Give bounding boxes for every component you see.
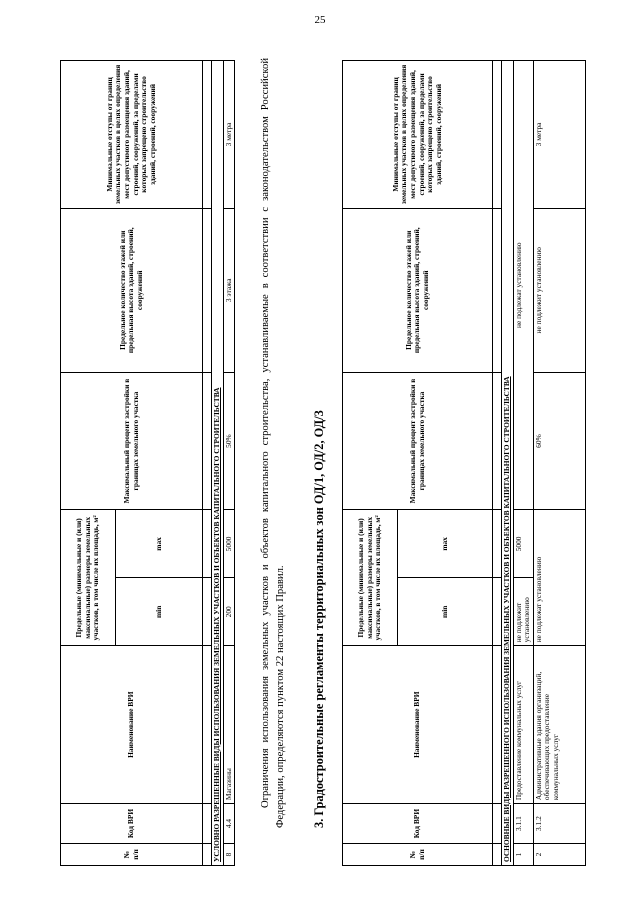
header-setback: Минимальные отступы от границ земельных участков в целях определения мест допустимого размещения зданий, строений, сооружений, за пределами которых запрещено строительство зданий, строений, сооружений [61, 61, 203, 209]
header-name: Наименование ВРИ [61, 646, 203, 804]
header-floors: Предельное количество этажей или предельная высота зданий, строений, сооружений [61, 208, 203, 372]
header-floors: Предельное количество этажей или предельная высота зданий, строений, сооружений [343, 208, 493, 372]
cell-min: 200 [223, 578, 235, 646]
cell-pct: 50% [223, 372, 235, 510]
section-heading: 3. Градостроительные регламенты территориальных зон ОД/1, ОД/2, ОД/3 [312, 410, 326, 828]
cell-max: 5000 [513, 510, 533, 578]
header-code: Код ВРИ [61, 804, 203, 844]
header-pct: Максимальный процент застройки в границах земельного участка [61, 372, 203, 510]
header-max: max [116, 510, 203, 578]
cell-floors: не подлежит установлению [533, 208, 585, 372]
cell-name: Предоставление коммунальных услуг [513, 646, 533, 804]
section-title: ОСНОВНЫЕ ВИДЫ РАЗРЕШЕННОГО ИСПОЛЬЗОВАНИЯ ЗЕМЕЛЬНЫХ УЧАСТКОВ И ОБЪЕКТОВ КАПИТАЛЬНОГО СТРОИТЕЛЬСТВА [502, 61, 514, 866]
table-row [223, 61, 235, 866]
header-pct: Максимальный процент застройки в границах земельного участка [343, 372, 493, 510]
table-row [513, 61, 533, 866]
spacer-row [203, 61, 212, 866]
header-num: № п/п [343, 844, 493, 866]
cell-num: 1 [513, 844, 533, 866]
spacer-row [493, 61, 502, 866]
cell-setback: 3 метра [223, 61, 235, 209]
conditional-uses-table [60, 60, 235, 866]
cell-name: Магазины [223, 646, 235, 804]
header-name: Наименование ВРИ [343, 646, 493, 804]
header-area-group: Предельные (минимальные и (или) максимальные) размеры земельных участков, в том числе их площадь, м² [343, 510, 398, 646]
header-area-group: Предельные (минимальные и (или) максимальные) размеры земельных участков, в том числе их площадь, м² [61, 510, 116, 646]
header-code: Код ВРИ [343, 804, 493, 844]
header-min: min [398, 578, 493, 646]
header-setback: Минимальные отступы от границ земельных участков в целях определения мест допустимого размещения зданий, строений, сооружений, за пределами которых запрещено строительство зданий, строений, сооружений [343, 61, 493, 209]
page-number: 25 [314, 14, 326, 26]
landscape-sheet [60, 60, 620, 866]
cell-minmax: не подлежат установлению [533, 510, 585, 646]
cell-min: не подлежит установлению [513, 578, 533, 646]
restrictions-paragraph: Ограничения использования земельных участков и объектов капитального строительства, устанавливаемые в соответствии с законодательством Российской Федерации, определяются пунктом 22 настоящих Правил. [260, 58, 286, 828]
section-row [502, 61, 514, 866]
cell-name: Административные здания организаций, обеспечивающих предоставление коммунальных услуг [533, 646, 585, 804]
header-num: № п/п [61, 844, 203, 866]
cell-setback: 3 метра [533, 61, 585, 209]
table-row [533, 61, 585, 866]
cell-code: 4.4 [223, 804, 235, 844]
cell-max: 5000 [223, 510, 235, 578]
header-max: max [398, 510, 493, 578]
cell-code: 3.1.2 [533, 804, 585, 844]
cell-pct: 60% [533, 372, 585, 510]
cell-floors: 3 этажа [223, 208, 235, 372]
header-min: min [116, 578, 203, 646]
section-row [212, 61, 224, 866]
section-title: УСЛОВНО РАЗРЕШЕННЫЕ ВИДЫ ИСПОЛЬЗОВАНИЯ ЗЕМЕЛЬНЫХ УЧАСТКОВ И ОБЪЕКТОВ КАПИТАЛЬНОГО СТРОИТЕЛЬСТВА [212, 61, 224, 866]
cell-merged-not-set: не подлежат установлению [513, 61, 533, 510]
cell-code: 3.1.1 [513, 804, 533, 844]
main-uses-table [342, 60, 586, 866]
cell-num: 8 [223, 844, 235, 866]
cell-num: 2 [533, 844, 585, 866]
